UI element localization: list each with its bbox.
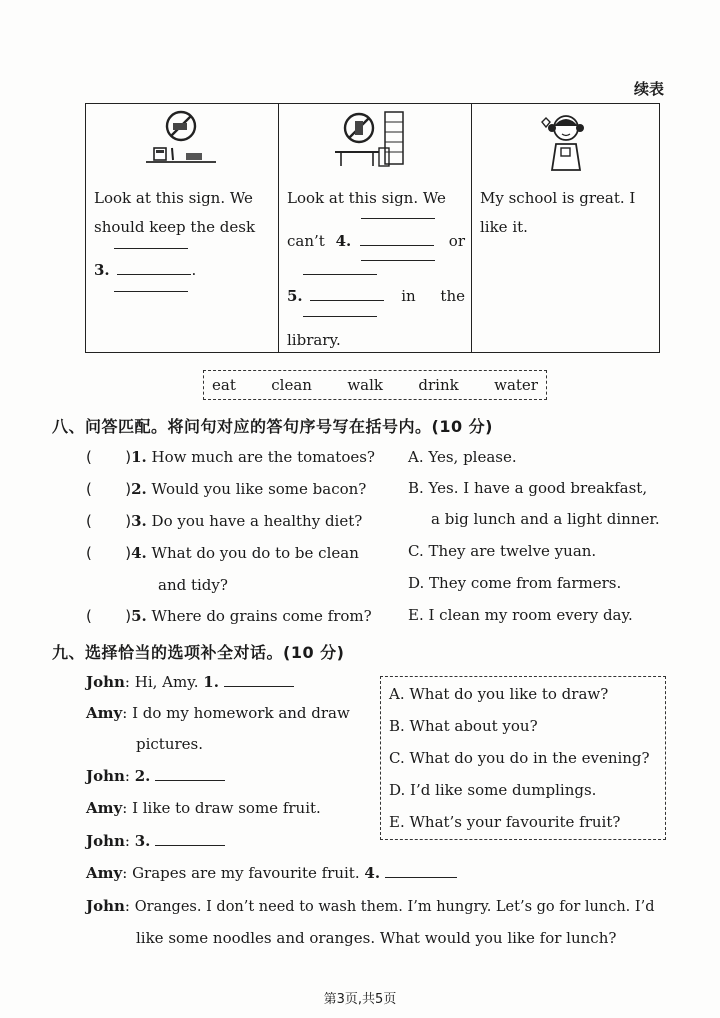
speaker-name: Amy (86, 864, 123, 882)
table-cell-desk-sign (86, 104, 279, 352)
dialogue-line: Amy: I do my homework and draw (86, 704, 350, 722)
answer-option: C. They are twelve yuan. (408, 542, 597, 560)
question-text: What do you do to be clean (151, 544, 359, 562)
question-text: How much are the tomatoes? (151, 448, 375, 466)
word-bank-item: clean (271, 376, 312, 394)
blank-number: 2. (134, 767, 151, 785)
question-text: Where do grains come from? (151, 607, 372, 625)
cell2-cant: can’t (287, 232, 325, 250)
answer-blank-4[interactable] (360, 245, 434, 246)
question-number: 5. (131, 607, 147, 625)
dialogue-line: John: Oranges. I don’t need to wash them. I’m hungry. Let’s go for lunch. I’d (86, 897, 655, 915)
question-text: Do you have a healthy diet? (151, 512, 363, 530)
speaker-name: John (86, 897, 125, 915)
cell2-answer5-line-top (303, 274, 377, 275)
section-9-title: 九、选择恰当的选项补全对话。(10 分) (52, 643, 345, 662)
speaker-name: John (86, 673, 125, 691)
section-8-title: 八、问答匹配。将问句对应的答句序号写在括号内。(10 分) (52, 417, 493, 436)
dialogue-option: D. I’d like some dumplings. (389, 781, 597, 799)
blank-number: 3. (134, 832, 151, 850)
cell2-or: or (448, 232, 465, 250)
question-text-continued: and tidy? (158, 576, 228, 594)
dialogue-line: Amy: Grapes are my favourite fruit. 4. (86, 864, 457, 882)
question-row (86, 544, 359, 562)
question-number-3: 3. (94, 261, 110, 279)
dialogue-text: Grapes are my favourite fruit. (132, 864, 360, 882)
question-number: 3. (131, 512, 147, 530)
cell1-period: . (191, 261, 197, 279)
question-number-4: 4. (335, 232, 352, 250)
no-food-library-sign-icon (335, 110, 415, 172)
table-cell-school (472, 104, 659, 352)
word-bank (203, 370, 547, 400)
answer-blank-3[interactable] (117, 274, 191, 275)
cell3-text-line1: My school is great. I (480, 189, 636, 207)
question-row (86, 607, 372, 625)
answer-option: D. They come from farmers. (408, 574, 622, 592)
dialogue-option: C. What do you do in the evening? (389, 749, 650, 767)
answer-bracket[interactable]: ( ) (86, 607, 132, 625)
cell1-text-line1: Look at this sign. We (94, 189, 253, 207)
answer-bracket[interactable]: ( ) (86, 512, 132, 530)
answer-option-continued: a big lunch and a light dinner. (431, 510, 660, 528)
cell2-blank4-row (287, 227, 465, 256)
cell2-in-the: in the (401, 287, 465, 305)
question-row (86, 512, 362, 530)
dialogue-options-box (380, 676, 666, 840)
answer-bracket[interactable]: ( ) (86, 544, 132, 562)
dialogue-text: Hi, Amy. (134, 673, 199, 691)
dialogue-blank-3[interactable] (155, 845, 225, 846)
answer-option: B. Yes. I have a good breakfast, (408, 479, 648, 497)
cell2-library: library. (287, 331, 341, 349)
question-number: 2. (131, 480, 147, 498)
word-bank-item: walk (347, 376, 383, 394)
dialogue-line: Amy: I like to draw some fruit. (86, 799, 321, 817)
cell1-answer-line-top (114, 248, 188, 249)
answer-bracket[interactable]: ( ) (86, 448, 132, 466)
cell2-answer4-line-top (361, 218, 435, 219)
dialogue-text: I like to draw some fruit. (132, 799, 321, 817)
cell1-blank-row (94, 256, 196, 285)
blank-number: 1. (203, 673, 219, 691)
continuation-label: 续表 (633, 80, 664, 98)
clean-desk-sign-icon (146, 110, 216, 172)
word-bank-item: drink (418, 376, 459, 394)
cell2-answer5-line-bottom (303, 316, 377, 317)
question-row (86, 448, 375, 466)
word-bank-item: eat (212, 376, 236, 394)
dialogue-blank-2[interactable] (155, 780, 225, 781)
dialogue-blank-1[interactable] (224, 686, 294, 687)
dialogue-option: B. What about you? (389, 717, 538, 735)
page-number: 第3页,共5页 (323, 992, 397, 1007)
speaker-name: Amy (86, 704, 123, 722)
table-cell-library-sign (279, 104, 472, 352)
question-number: 1. (131, 448, 147, 466)
speaker-name: Amy (86, 799, 123, 817)
word-bank-item: water (494, 376, 538, 394)
cell3-text-line2: like it. (480, 218, 528, 236)
cell1-text-line2: should keep the desk (94, 218, 256, 236)
question-row (86, 480, 366, 498)
dialogue-line: John: 2. (86, 767, 225, 785)
dialogue-text: I do my homework and draw (132, 704, 350, 722)
answer-option: E. I clean my room every day. (408, 606, 633, 624)
speaker-name: John (86, 767, 125, 785)
girl-thumbs-up-icon (536, 108, 596, 174)
cell1-answer-line-bottom (114, 291, 188, 292)
cell2-answer4-line-bottom (361, 260, 435, 261)
dialogue-text: Oranges. I don’t need to wash them. I’m hungry. Let’s go for lunch. I’d (134, 899, 655, 915)
blank-number: 4. (364, 864, 381, 882)
dialogue-text-continued: pictures. (136, 735, 204, 753)
dialogue-option: A. What do you like to draw? (389, 685, 609, 703)
dialogue-line: John: 3. (86, 832, 225, 850)
cell2-blank5-row (287, 282, 465, 311)
dialogue-blank-4[interactable] (385, 877, 457, 878)
question-number-5: 5. (287, 287, 303, 305)
answer-option: A. Yes, please. (408, 448, 517, 466)
dialogue-option: E. What’s your favourite fruit? (389, 813, 621, 831)
speaker-name: John (86, 832, 125, 850)
answer-bracket[interactable]: ( ) (86, 480, 132, 498)
question-number: 4. (131, 544, 147, 562)
dialogue-line: John: Hi, Amy. 1. (86, 673, 294, 691)
cell2-text-line1: Look at this sign. We (287, 189, 446, 207)
answer-blank-5[interactable] (310, 300, 384, 301)
question-text: Would you like some bacon? (151, 480, 367, 498)
dialogue-text-continued: like some noodles and oranges. What would you like for lunch? (136, 929, 617, 947)
sign-table (85, 103, 660, 353)
